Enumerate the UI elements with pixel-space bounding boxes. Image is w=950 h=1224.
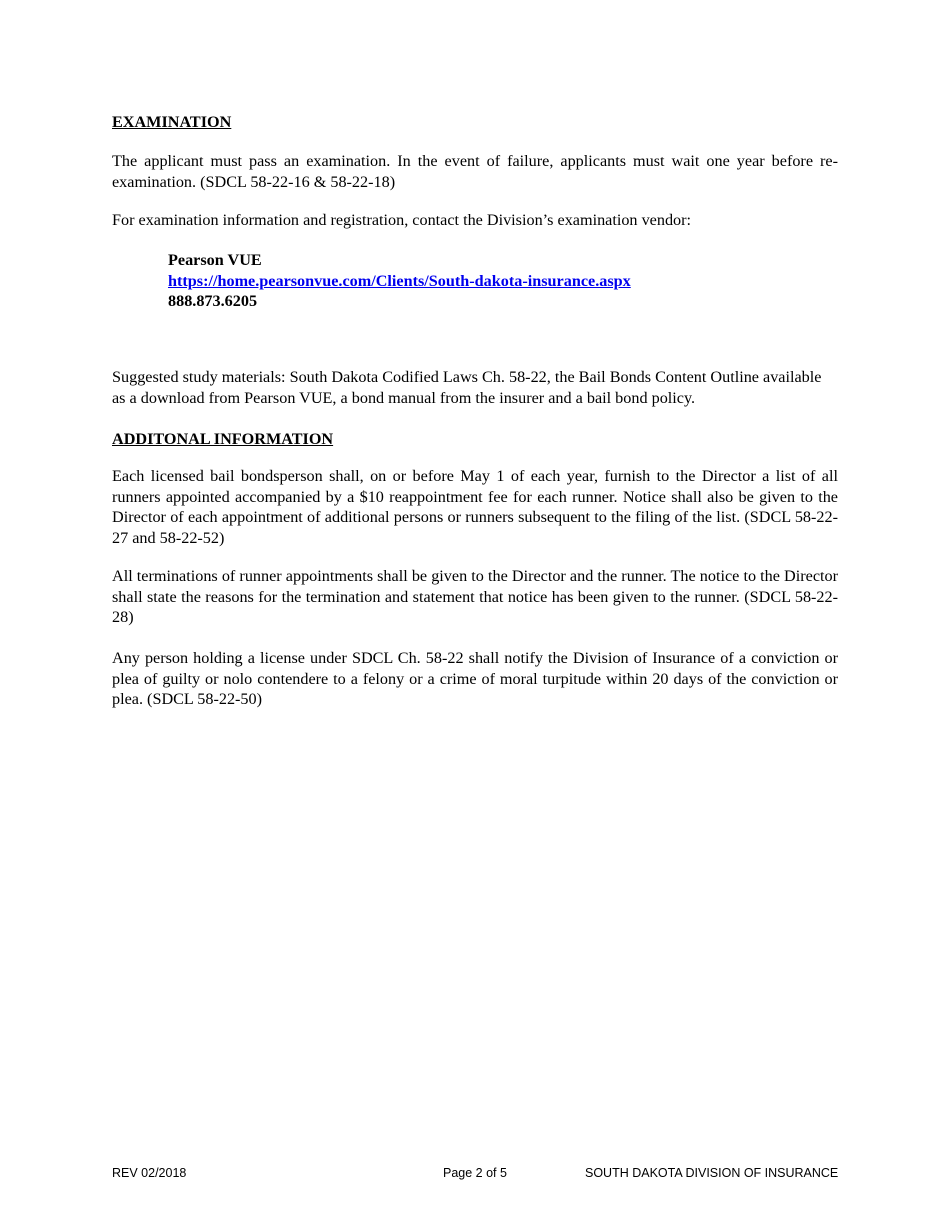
footer-agency: SOUTH DAKOTA DIVISION OF INSURANCE <box>585 1166 839 1180</box>
vendor-phone: 888.873.6205 <box>168 292 258 310</box>
examination-heading: EXAMINATION <box>112 113 232 131</box>
examination-contact-paragraph: For examination information and registration, contact the Division’s examination vendor: <box>112 211 692 229</box>
runner-list-paragraph: Each licensed bail bondsperson shall, on or before May 1 of each year, furnish to the Director a list of all runners appointed accompanied by a $10 reappointment fee for each runner. Notice shall also be given to the Director of each appointment of additional persons or runners subsequent to the filing of the list. (SDCL 58-22-27 and 58-22-52) <box>112 467 838 547</box>
conviction-notice-paragraph: Any person holding a license under SDCL Ch. 58-22 shall notify the Division of Insurance of a conviction or plea of guilty or nolo contendere to a felony or a crime of moral turpitude within 20 days of the conviction or plea. (SDCL 58-22-50) <box>112 649 838 708</box>
vendor-contact-block <box>168 250 631 312</box>
additional-information-heading: ADDITONAL INFORMATION <box>112 430 334 448</box>
vendor-name: Pearson VUE <box>168 251 262 269</box>
footer-revision: REV 02/2018 <box>112 1166 187 1180</box>
runner-termination-paragraph: All terminations of runner appointments shall be given to the Director and the runner. The notice to the Director shall state the reasons for the termination and statement that notice has been given to the runner. (SDCL 58-22-28) <box>112 567 838 626</box>
study-materials-paragraph: Suggested study materials: South Dakota Codified Laws Ch. 58-22, the Bail Bonds Content Outline available as a download from Pearson VUE, a bond manual from the insurer and a bail bond policy. <box>112 368 822 407</box>
examination-requirement-paragraph: The applicant must pass an examination. In the event of failure, applicants must wait one year before re-examination. (SDCL 58-22-16 & 58-22-18) <box>112 152 838 191</box>
vendor-website-link[interactable]: https://home.pearsonvue.com/Clients/South-dakota-insurance.aspx <box>168 271 631 290</box>
footer-page-number: Page 2 of 5 <box>443 1166 507 1180</box>
